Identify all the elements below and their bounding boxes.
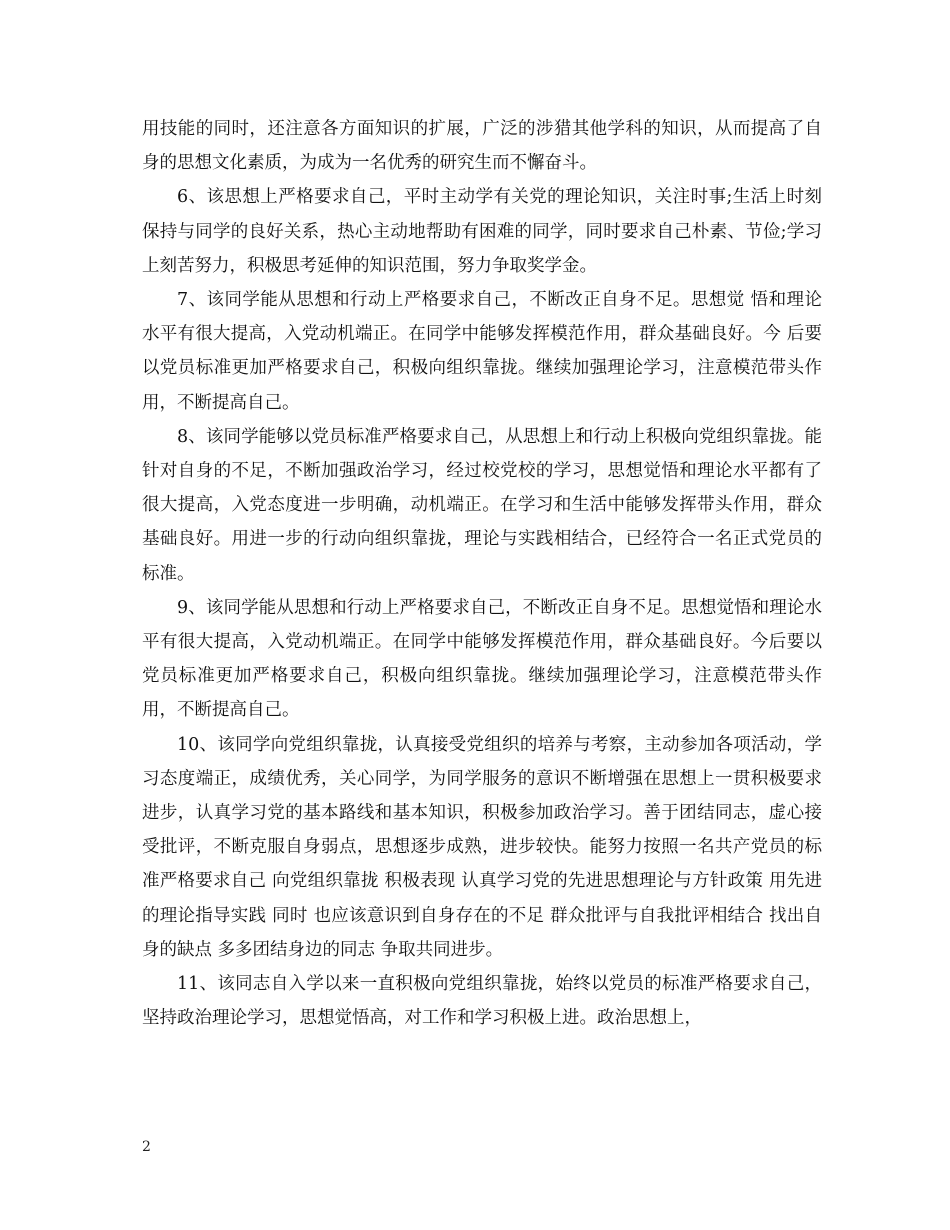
page-number: 2 (142, 1139, 151, 1155)
paragraph-item-10: 10、该同学向党组织靠拢，认真接受党组织的培养与考察，主动参加各项活动，学习态度端正，成绩优秀，关心同学，为同学服务的意识不断增强在思想上一贯积极要求进步，认真学习党的基本路线和基本知识，积极参加政治学习。善于团结同志，虚心接受批评，不断克服自身弱点，思想逐步成熟，进步较快。能努力按照一名共产党员的标准严格要求自己 向党组织靠拢 积极表现 认真学习党的先进思想理论与方针政策 用先进的理论指导实践 同时 也应该意识到自身存在的不足 群众批评与自我批评相结合 找出自身的缺点 多多团结身边的同志 争取共同进步。 (142, 734, 822, 960)
paragraph-item-9: 9、该同学能从思想和行动上严格要求自己，不断改正自身不足。思想觉悟和理论水平有很大提高，入党动机端正。在同学中能够发挥模范作用，群众基础良好。今后要以党员标准更加严格要求自己，积极向组织靠拢。继续加强理论学习，注意模范带头作用，不断提高自己。 (142, 597, 822, 721)
paragraph-continuation: 用技能的同时，还注意各方面知识的扩展，广泛的涉猎其他学科的知识，从而提高了自身的思想文化素质，为成为一名优秀的研究生而不懈奋斗。 (142, 119, 822, 174)
document-body (142, 112, 822, 1035)
paragraph-item-8: 8、该同学能够以党员标准严格要求自己，从思想上和行动上积极向党组织靠拢。能针对自身的不足，不断加强政治学习，经过校党校的学习，思想觉悟和理论水平都有了很大提高，入党态度进一步明确，动机端正。在学习和生活中能够发挥带头作用，群众基础良好。用进一步的行动向组织靠拢，理论与实践相结合，已经符合一名正式党员的标准。 (142, 426, 822, 584)
paragraph-item-6: 6、该思想上严格要求自己，平时主动学有关党的理论知识，关注时事;生活上时刻保持与同学的良好关系，热心主动地帮助有困难的同学，同时要求自己朴素、节俭;学习上刻苦努力，积极思考延伸的知识范围，努力争取奖学金。 (142, 187, 822, 276)
paragraph-item-7: 7、该同学能从思想和行动上严格要求自己，不断改正自身不足。思想觉 悟和理论水平有很大提高，入党动机端正。在同学中能够发挥模范作用，群众基础良好。今 后要以党员标准更加严格要求自己，积极向组织靠拢。继续加强理论学习，注意模范带头作 用，不断提高自己。 (142, 290, 822, 413)
paragraph-item-11: 11、该同志自入学以来一直积极向党组织靠拢，始终以党员的标准严格要求自己，坚持政治理论学习，思想觉悟高，对工作和学习积极上进。政治思想上， (142, 974, 822, 1029)
